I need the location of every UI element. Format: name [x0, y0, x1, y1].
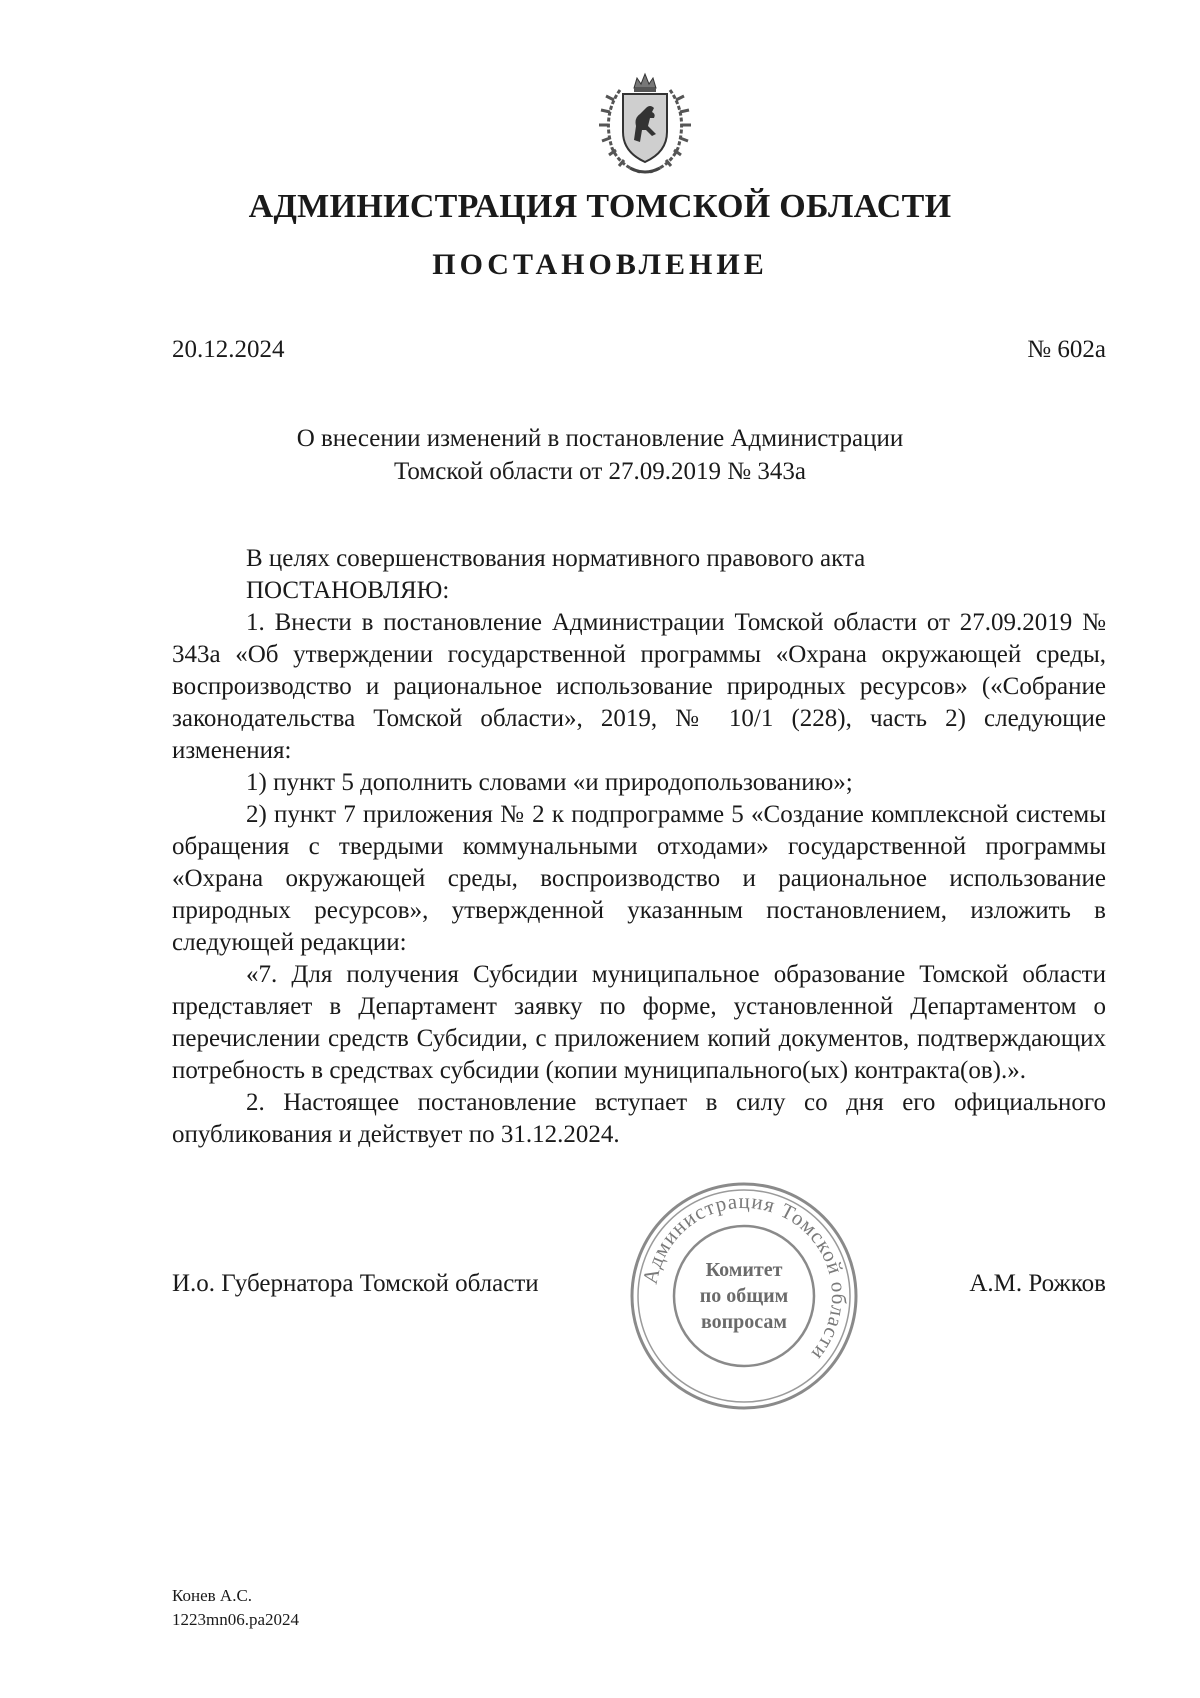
- document-number: № 602а: [1027, 336, 1106, 363]
- document-date: 20.12.2024: [172, 336, 285, 363]
- quoted-clause-paragraph: «7. Для получения Субсидии муниципальное образование Томской области представляет в Департамент заявку по форме, установленной Департаментом о перечислении средств Субсидии, с приложением копий документов, подтверждающих потребность в средствах субсидии (копии муниципального(ых) контракта(ов).».: [172, 961, 1106, 1084]
- coat-of-arms-icon: [590, 70, 700, 178]
- subject-line-2: Томской области от 27.09.2019 № 343а: [394, 458, 806, 485]
- stamp-center-line-3: вопросам: [700, 1311, 788, 1333]
- document-type: ПОСТАНОВЛЕНИЕ: [432, 248, 768, 281]
- organization-title: АДМИНИСТРАЦИЯ ТОМСКОЙ ОБЛАСТИ: [248, 188, 952, 225]
- item-2-paragraph: 2. Настоящее постановление вступает в силу со дня его официального опубликования и действует по 31.12.2024.: [172, 1089, 1106, 1148]
- stamp-ring-text: Администрация Томской области: [637, 1188, 852, 1366]
- sub-item-2-paragraph: 2) пункт 7 приложения № 2 к подпрограмме 5 «Создание комплексной системы обращения с твердыми коммунальными отходами» государственной программы «Охрана окружающей среды, воспроизводство и рациональное использование природных ресурсов», утвержденной указанным постановлением, изложить в следующей редакции:: [172, 801, 1106, 956]
- signatory-position: И.о. Губернатора Томской области: [172, 1270, 539, 1297]
- stamp-center-text: [628, 1180, 860, 1412]
- footer-file-code: 1223mn06.pa2024: [172, 1610, 300, 1629]
- subject-line-1: О внесении изменений в постановление Администрации: [296, 425, 904, 452]
- item-1-paragraph: 1. Внести в постановление Администрации Томской области от 27.09.2019 № 343а «Об утверждении государственной программы «Охрана окружающей среды, воспроизводство и рациональное использование природных ресурсов» («Собрание законодательства Томской области», 2019, № 10/1 (228), часть 2) следующие изменения:: [172, 609, 1106, 764]
- resolve-heading: ПОСТАНОВЛЯЮ:: [246, 577, 450, 604]
- document-body: [172, 543, 1106, 1151]
- official-stamp: [628, 1180, 860, 1412]
- stamp-center-line-2: по общим: [699, 1285, 789, 1307]
- intro-paragraph: В целях совершенствования нормативного правового акта: [246, 545, 866, 572]
- document-footer: [172, 1584, 299, 1632]
- stamp-center-line-1: Комитет: [705, 1259, 783, 1281]
- document-subject: [0, 422, 1200, 488]
- signatory-name: А.М. Рожков: [969, 1270, 1106, 1297]
- sub-item-1-paragraph: 1) пункт 5 дополнить словами «и природопользованию»;: [246, 769, 853, 796]
- footer-author: Конев А.С.: [172, 1586, 253, 1605]
